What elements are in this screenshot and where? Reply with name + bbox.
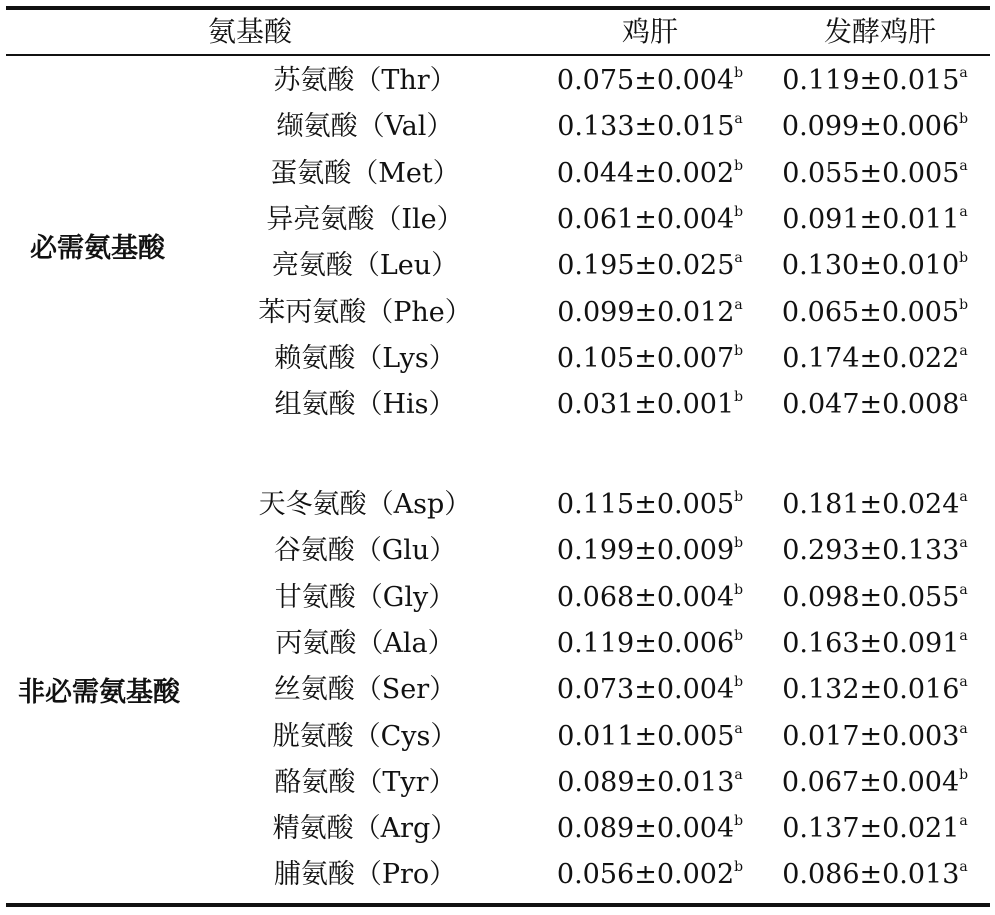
fermented-liver-value (760, 852, 990, 898)
amino-acid-name-text: 丝氨酸（Ser） (273, 674, 457, 705)
table-row (0, 714, 995, 760)
amino-acid-name-text: 精氨酸（Arg） (272, 813, 458, 844)
chicken-liver-value (530, 760, 770, 806)
header-fermented-chicken-liver: 发酵鸡肝 (823, 15, 936, 48)
chicken-liver-value (530, 621, 770, 667)
amino-acid-name (210, 760, 520, 806)
table-row (0, 528, 995, 574)
fermented-liver-value (760, 482, 990, 528)
fermented-liver-value (760, 528, 990, 574)
fermented-liver-value (760, 243, 990, 289)
amino-acid-name (210, 852, 520, 898)
fermented-liver-value-significance: b (959, 297, 969, 313)
chicken-liver-value (530, 104, 770, 150)
fermented-liver-value-text: 0.099±0.006 (781, 111, 960, 142)
amino-acid-name-text: 脯氨酸（Pro） (273, 859, 457, 890)
chicken-liver-value (530, 58, 770, 104)
chicken-liver-value-significance: b (734, 813, 744, 829)
fermented-liver-value-text: 0.174±0.022 (782, 343, 960, 374)
fermented-liver-value (760, 58, 990, 104)
fermented-liver-value-text: 0.067±0.004 (781, 767, 960, 798)
amino-acid-name-text: 组氨酸（His） (274, 389, 456, 420)
fermented-liver-value-significance: a (959, 343, 968, 359)
fermented-liver-value (760, 104, 990, 150)
fermented-liver-value-text: 0.098±0.055 (782, 582, 960, 613)
chicken-liver-value (530, 714, 770, 760)
fermented-liver-value (760, 197, 990, 243)
group-label: 非必需氨基酸 (18, 677, 180, 708)
chicken-liver-value-significance: b (734, 204, 744, 220)
amino-acid-name-text: 丙氨酸（Ala） (275, 628, 455, 659)
chicken-liver-value (530, 197, 770, 243)
chicken-liver-value-significance: b (734, 628, 744, 644)
fermented-liver-value-text: 0.091±0.011 (782, 204, 960, 235)
fermented-liver-value-significance: a (959, 721, 968, 737)
amino-acid-name-text: 赖氨酸（Lys） (274, 343, 456, 374)
group-label: 必需氨基酸 (30, 233, 165, 264)
chicken-liver-value-text: 0.115±0.005 (556, 489, 735, 520)
fermented-liver-value-text: 0.017±0.003 (782, 721, 960, 752)
amino-acid-name (210, 104, 520, 150)
table-top-rule (6, 6, 990, 10)
fermented-liver-value-significance: b (959, 767, 969, 783)
chicken-liver-value (530, 806, 770, 852)
fermented-liver-value-significance: b (959, 111, 969, 127)
chicken-liver-value-significance: b (734, 489, 744, 505)
table-row (0, 336, 995, 382)
amino-acid-name (210, 621, 520, 667)
table-row (0, 667, 995, 713)
table-row (0, 575, 995, 621)
fermented-liver-value-text: 0.132±0.016 (782, 674, 960, 705)
fermented-liver-value (760, 760, 990, 806)
chicken-liver-value-significance: b (734, 343, 744, 359)
fermented-liver-value (760, 382, 990, 428)
fermented-liver-value-text: 0.086±0.013 (782, 859, 960, 890)
chicken-liver-value-text: 0.056±0.002 (556, 859, 735, 890)
chicken-liver-value (530, 667, 770, 713)
chicken-liver-value-significance: b (734, 582, 744, 598)
amino-acid-name-text: 苏氨酸（Thr） (273, 65, 457, 96)
chicken-liver-value-text: 0.068±0.004 (556, 582, 735, 613)
table-bottom-rule (6, 903, 990, 907)
fermented-liver-value-text: 0.130±0.010 (781, 250, 960, 281)
fermented-liver-value (760, 290, 990, 336)
fermented-liver-value-text: 0.293±0.133 (782, 535, 960, 566)
fermented-liver-value (760, 151, 990, 197)
amino-acid-name-text: 甘氨酸（Gly） (274, 582, 456, 613)
fermented-liver-value-significance: a (959, 389, 968, 405)
table-row (0, 104, 995, 150)
chicken-liver-value-significance: a (734, 721, 743, 737)
amino-acid-name (210, 243, 520, 289)
table-row (0, 58, 995, 104)
fermented-liver-value-significance: a (959, 489, 968, 505)
amino-acid-name (210, 714, 520, 760)
chicken-liver-value-text: 0.011±0.005 (557, 721, 735, 752)
amino-acid-name (210, 575, 520, 621)
chicken-liver-value-text: 0.119±0.006 (556, 628, 735, 659)
amino-acid-name (210, 290, 520, 336)
chicken-liver-value-significance: b (734, 535, 744, 551)
chicken-liver-value (530, 528, 770, 574)
fermented-liver-value-text: 0.163±0.091 (782, 628, 960, 659)
chicken-liver-value-text: 0.195±0.025 (557, 250, 735, 281)
chicken-liver-value-significance: b (734, 389, 744, 405)
amino-acid-name (210, 528, 520, 574)
chicken-liver-value (530, 243, 770, 289)
amino-acid-name (210, 382, 520, 428)
fermented-liver-value (760, 336, 990, 382)
table-row (0, 197, 995, 243)
fermented-liver-value-significance: b (959, 250, 969, 266)
fermented-liver-value-significance: a (959, 158, 968, 174)
fermented-liver-value-significance: a (959, 582, 968, 598)
chicken-liver-value (530, 575, 770, 621)
chicken-liver-value-significance: b (734, 859, 744, 875)
fermented-liver-value-significance: a (959, 65, 968, 81)
fermented-liver-value (760, 621, 990, 667)
table-row (0, 621, 995, 667)
chicken-liver-value-significance: a (734, 767, 743, 783)
amino-acid-name-text: 异亮氨酸（Ile） (266, 204, 464, 235)
amino-acid-name (210, 197, 520, 243)
fermented-liver-value (760, 806, 990, 852)
fermented-liver-value-text: 0.047±0.008 (782, 389, 960, 420)
fermented-liver-value-text: 0.181±0.024 (782, 489, 960, 520)
table-row (0, 852, 995, 898)
chicken-liver-value (530, 290, 770, 336)
fermented-liver-value-text: 0.119±0.015 (782, 65, 960, 96)
chicken-liver-value-text: 0.075±0.004 (556, 65, 735, 96)
chicken-liver-value (530, 336, 770, 382)
fermented-liver-value-text: 0.137±0.021 (782, 813, 960, 844)
chicken-liver-value-significance: b (734, 674, 744, 690)
amino-acid-name (210, 482, 520, 528)
chicken-liver-value-significance: b (734, 158, 744, 174)
amino-acid-name (210, 151, 520, 197)
header-amino-acid: 氨基酸 (207, 15, 292, 48)
chicken-liver-value-significance: a (734, 297, 743, 313)
table-row (0, 290, 995, 336)
fermented-liver-value-significance: a (959, 859, 968, 875)
amino-acid-name (210, 58, 520, 104)
amino-acid-name (210, 667, 520, 713)
chicken-liver-value-text: 0.073±0.004 (556, 674, 735, 705)
table-header-rule (6, 54, 990, 56)
amino-acid-name-text: 酪氨酸（Tyr） (274, 767, 456, 798)
chicken-liver-value-text: 0.199±0.009 (556, 535, 735, 566)
table-row (0, 482, 995, 528)
amino-acid-name-text: 蛋氨酸（Met） (270, 158, 460, 189)
amino-acid-name-text: 天冬氨酸（Asp） (258, 489, 472, 520)
fermented-liver-value-significance: a (959, 813, 968, 829)
chicken-liver-value-significance: b (734, 65, 744, 81)
fermented-liver-value (760, 714, 990, 760)
amino-acid-name (210, 336, 520, 382)
table-row (0, 151, 995, 197)
table-row (0, 243, 995, 289)
chicken-liver-value-text: 0.099±0.012 (557, 297, 735, 328)
fermented-liver-value-text: 0.065±0.005 (781, 297, 960, 328)
table-row (0, 382, 995, 428)
fermented-liver-value-significance: a (959, 535, 968, 551)
chicken-liver-value (530, 482, 770, 528)
amino-acid-name-text: 谷氨酸（Glu） (273, 535, 457, 566)
chicken-liver-value (530, 151, 770, 197)
amino-acid-name (210, 806, 520, 852)
fermented-liver-value-significance: a (959, 204, 968, 220)
table-row (0, 760, 995, 806)
fermented-liver-value (760, 575, 990, 621)
fermented-liver-value-significance: a (959, 674, 968, 690)
amino-acid-name-text: 亮氨酸（Leu） (271, 250, 459, 281)
chicken-liver-value-text: 0.105±0.007 (556, 343, 735, 374)
chicken-liver-value-text: 0.089±0.004 (556, 813, 735, 844)
fermented-liver-value-text: 0.055±0.005 (782, 158, 960, 189)
chicken-liver-value (530, 852, 770, 898)
chicken-liver-value-significance: a (734, 111, 743, 127)
fermented-liver-value (760, 667, 990, 713)
chicken-liver-value-significance: a (734, 250, 743, 266)
chicken-liver-value-text: 0.061±0.004 (556, 204, 735, 235)
chicken-liver-value-text: 0.031±0.001 (556, 389, 735, 420)
chicken-liver-value-text: 0.089±0.013 (557, 767, 735, 798)
table-row (0, 806, 995, 852)
chicken-liver-value-text: 0.044±0.002 (556, 158, 735, 189)
amino-acid-name-text: 苯丙氨酸（Phe） (258, 297, 472, 328)
chicken-liver-value (530, 382, 770, 428)
fermented-liver-value-significance: a (959, 628, 968, 644)
amino-acid-name-text: 缬氨酸（Val） (276, 111, 454, 142)
chicken-liver-value-text: 0.133±0.015 (557, 111, 735, 142)
header-chicken-liver: 鸡肝 (621, 15, 678, 48)
amino-acid-name-text: 胱氨酸（Cys） (272, 721, 458, 752)
